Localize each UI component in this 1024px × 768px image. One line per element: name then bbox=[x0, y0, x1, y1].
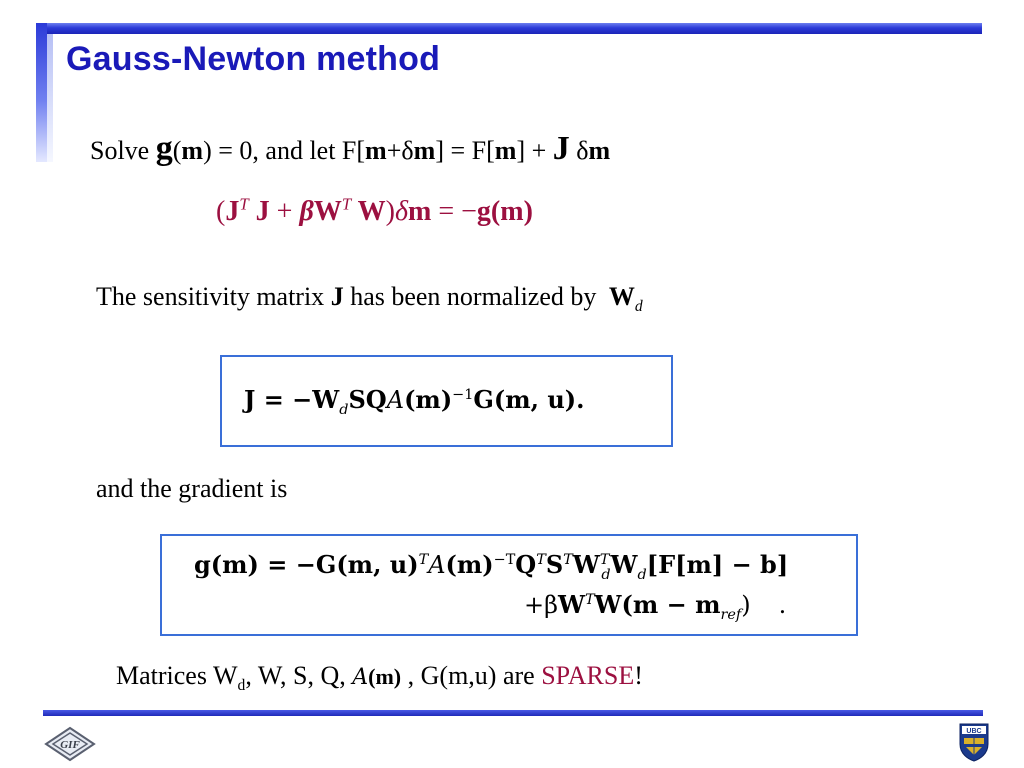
sensitivity-formula-box bbox=[220, 355, 673, 447]
normal-equation bbox=[216, 196, 533, 228]
equals-zero-text: ) = 0, and let F[ bbox=[203, 136, 366, 165]
ubc-logo bbox=[958, 722, 990, 762]
beta-symbol: β bbox=[299, 196, 314, 227]
close-paren: ) bbox=[385, 196, 395, 227]
residual-bracket: [F[m] − b] bbox=[646, 550, 789, 579]
SQ-symbols: SQ bbox=[348, 385, 387, 414]
g-symbol: g bbox=[155, 130, 173, 167]
top-border-bar bbox=[36, 23, 982, 34]
ubc-logo-text: UBC bbox=[966, 728, 982, 735]
gif-logo-text: GIF bbox=[60, 739, 80, 751]
gradient-formula-box bbox=[160, 534, 858, 636]
J-symbol: J bbox=[552, 130, 570, 167]
left-border-shadow bbox=[47, 34, 53, 162]
m-symbol: m bbox=[494, 136, 517, 165]
W-symbol: W bbox=[313, 196, 342, 227]
m-symbol: m bbox=[365, 136, 387, 165]
equals-minus: = − bbox=[431, 196, 477, 227]
transpose-sup: T bbox=[341, 194, 352, 214]
m-argument: (m) bbox=[445, 550, 494, 579]
plus-beta: +β bbox=[524, 591, 558, 619]
W-symbol: W bbox=[351, 196, 386, 227]
sensitivity-text-2: has been normalized by bbox=[343, 282, 603, 311]
matrices-text-3: , G(m,u) are bbox=[401, 661, 542, 690]
slide-title: Gauss-Newton method bbox=[66, 40, 441, 78]
open-paren: ( bbox=[216, 196, 226, 227]
m-argument: (m) bbox=[368, 664, 402, 689]
close-paren: ) bbox=[741, 591, 751, 619]
Q-symbol: Q bbox=[515, 550, 537, 579]
left-border-bar bbox=[36, 23, 47, 162]
d-subscript: d bbox=[601, 566, 611, 583]
plus-sign: ] + bbox=[516, 136, 553, 165]
transpose-sup: T bbox=[563, 552, 573, 568]
formula-rest: G(m, u). bbox=[473, 385, 585, 414]
J-symbol: J bbox=[225, 196, 240, 227]
transpose-sup: T bbox=[599, 552, 610, 568]
d-subscript: d bbox=[237, 677, 246, 695]
A-of-m bbox=[352, 664, 401, 689]
W-symbol: W bbox=[608, 282, 635, 311]
gradient-label: and the gradient is bbox=[96, 474, 288, 503]
sensitivity-statement bbox=[96, 282, 643, 316]
ref-subscript: ref bbox=[720, 606, 742, 623]
A-operator: A bbox=[352, 665, 369, 690]
gradient-lhs: g(m) = −G(m, u) bbox=[194, 550, 419, 579]
d-subscript: d bbox=[339, 401, 349, 418]
sensitivity-text: The sensitivity matrix bbox=[96, 282, 331, 311]
J-symbol: J bbox=[330, 282, 344, 311]
S-symbol: S bbox=[545, 550, 564, 579]
transpose-sup: T bbox=[418, 552, 429, 568]
plus-sign: + bbox=[269, 196, 300, 227]
matrices-statement bbox=[116, 661, 643, 695]
solve-statement: Solve g(m) = 0, and let F[m+δm] = F[m] + J δm bbox=[90, 130, 611, 167]
period: . bbox=[778, 591, 787, 619]
m-argument: (m) bbox=[490, 196, 533, 227]
plus-delta: +δ bbox=[386, 136, 414, 165]
d-subscript: d bbox=[637, 566, 647, 583]
formula-lhs: J = −W bbox=[244, 385, 340, 414]
m-argument: (m) bbox=[404, 385, 453, 414]
m-symbol: m bbox=[408, 196, 432, 227]
inverse-sup: −1 bbox=[452, 387, 474, 403]
transpose-sup: T bbox=[536, 552, 546, 568]
regularization-term: W(m − m bbox=[594, 590, 721, 619]
W-symbol: W bbox=[610, 550, 638, 579]
delta-symbol: δ bbox=[394, 196, 408, 227]
transpose-sup: T bbox=[584, 592, 595, 608]
sensitivity-formula bbox=[244, 385, 585, 418]
W-symbol: W bbox=[572, 550, 600, 579]
m-symbol: m bbox=[588, 136, 611, 165]
equals-F-text: ] = F[ bbox=[435, 136, 495, 165]
exclamation: ! bbox=[634, 661, 643, 690]
solve-word: Solve bbox=[90, 136, 150, 165]
matrices-list: , W, S, Q, bbox=[245, 661, 346, 690]
gradient-formula-line-2 bbox=[524, 590, 787, 623]
matrices-text: Matrices W bbox=[116, 661, 238, 690]
delta-symbol: δ bbox=[569, 136, 589, 165]
sparse-word: SPARSE bbox=[541, 661, 635, 690]
J-symbol: J bbox=[248, 196, 270, 227]
m-symbol: m bbox=[181, 136, 204, 165]
W-symbol: W bbox=[557, 590, 585, 619]
m-symbol: m bbox=[413, 136, 436, 165]
inverse-transpose-sup: −T bbox=[493, 552, 516, 568]
A-operator: A bbox=[428, 551, 446, 579]
g-symbol: g bbox=[476, 196, 491, 227]
gif-logo bbox=[44, 726, 96, 762]
bottom-border-bar bbox=[43, 710, 983, 716]
d-subscript: d bbox=[634, 298, 643, 316]
transpose-sup: T bbox=[239, 194, 249, 214]
gradient-formula-line-1 bbox=[194, 550, 789, 583]
A-operator: A bbox=[386, 386, 405, 414]
